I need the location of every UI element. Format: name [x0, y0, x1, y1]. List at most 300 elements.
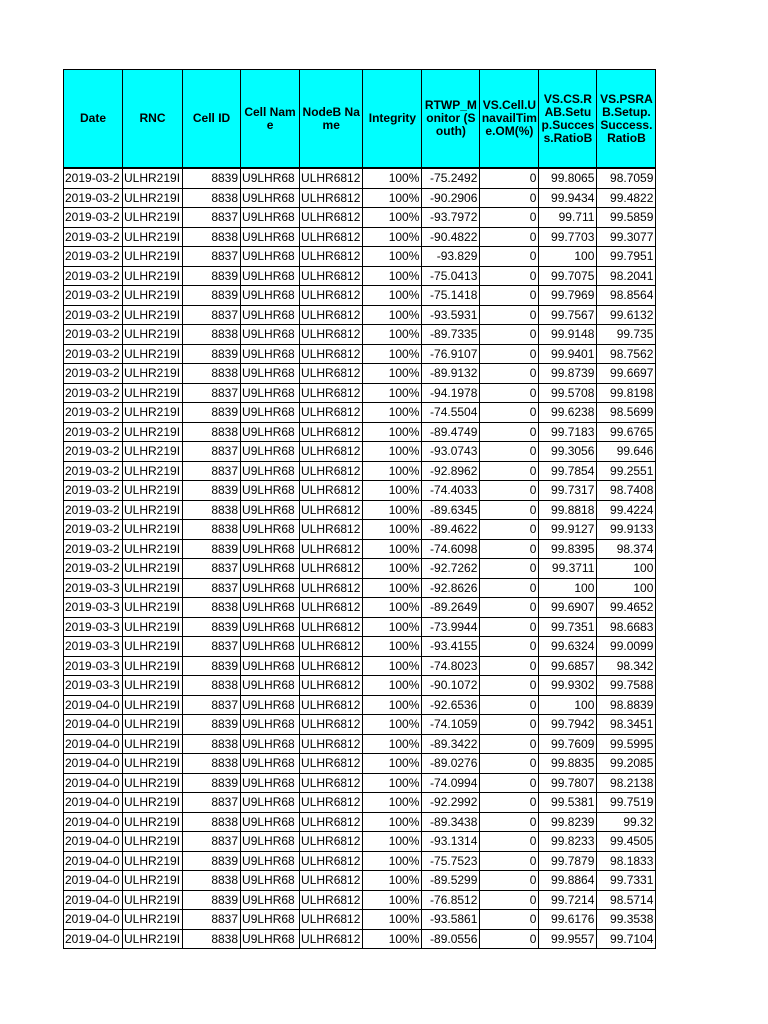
cell-cs-rab-setup: 99.6324 [539, 637, 597, 657]
cell-nodeb-name: ULHR6812 [300, 598, 363, 618]
table-row [64, 929, 656, 949]
cell-integrity: 100% [363, 247, 422, 267]
cell-cell-unavail-time: 0 [480, 422, 539, 442]
table-row [64, 364, 656, 384]
cell-cell-unavail-time: 0 [480, 598, 539, 618]
cell-rnc: ULHR219I [123, 617, 183, 637]
cell-nodeb-name: ULHR6812 [300, 851, 363, 871]
cell-psrab-setup: 99.5859 [597, 208, 656, 228]
cell-cs-rab-setup: 99.9302 [539, 676, 597, 696]
cell-rtwp-monitor: -90.1072 [422, 676, 480, 696]
cell-cell-name: U9LHR68 [241, 344, 300, 364]
table-row [64, 325, 656, 345]
table-row [64, 520, 656, 540]
cell-integrity: 100% [363, 168, 422, 188]
cell-cs-rab-setup: 99.7075 [539, 266, 597, 286]
cell-date: 2019-04-0 [64, 910, 123, 930]
cell-cell-name: U9LHR68 [241, 461, 300, 481]
cell-cell-id: 8839 [183, 851, 241, 871]
cell-rnc: ULHR219I [123, 793, 183, 813]
cell-cell-name: U9LHR68 [241, 364, 300, 384]
cell-rtwp-monitor: -73.9944 [422, 617, 480, 637]
cell-cell-name: U9LHR68 [241, 871, 300, 891]
cell-cell-id: 8839 [183, 773, 241, 793]
cell-integrity: 100% [363, 208, 422, 228]
cell-date: 2019-04-0 [64, 695, 123, 715]
cell-rnc: ULHR219I [123, 871, 183, 891]
cell-integrity: 100% [363, 793, 422, 813]
cell-cs-rab-setup: 100 [539, 247, 597, 267]
cell-cell-id: 8837 [183, 559, 241, 579]
cell-rtwp-monitor: -93.829 [422, 247, 480, 267]
cell-date: 2019-04-0 [64, 871, 123, 891]
col-header-cell-id: Cell ID [183, 70, 241, 169]
cell-psrab-setup: 99.2085 [597, 754, 656, 774]
table-row [64, 208, 656, 228]
table-row [64, 617, 656, 637]
cell-cell-name: U9LHR68 [241, 325, 300, 345]
cell-cell-unavail-time: 0 [480, 656, 539, 676]
cell-rnc: ULHR219I [123, 286, 183, 306]
cell-rnc: ULHR219I [123, 715, 183, 735]
cell-date: 2019-03-2 [64, 364, 123, 384]
cell-nodeb-name: ULHR6812 [300, 403, 363, 423]
cell-date: 2019-03-3 [64, 637, 123, 657]
cell-psrab-setup: 99.4822 [597, 188, 656, 208]
cell-cs-rab-setup: 99.8835 [539, 754, 597, 774]
cell-cell-id: 8838 [183, 325, 241, 345]
cell-rnc: ULHR219I [123, 676, 183, 696]
cell-psrab-setup: 98.5714 [597, 890, 656, 910]
cell-nodeb-name: ULHR6812 [300, 832, 363, 852]
cell-cell-name: U9LHR68 [241, 754, 300, 774]
cell-cell-name: U9LHR68 [241, 890, 300, 910]
cell-rnc: ULHR219I [123, 695, 183, 715]
cell-rtwp-monitor: -74.4033 [422, 481, 480, 501]
cell-integrity: 100% [363, 383, 422, 403]
cell-integrity: 100% [363, 617, 422, 637]
cell-psrab-setup: 99.4652 [597, 598, 656, 618]
cell-date: 2019-03-2 [64, 227, 123, 247]
cell-cell-unavail-time: 0 [480, 793, 539, 813]
cell-nodeb-name: ULHR6812 [300, 208, 363, 228]
cell-nodeb-name: ULHR6812 [300, 871, 363, 891]
cell-date: 2019-04-0 [64, 734, 123, 754]
cell-cs-rab-setup: 99.5381 [539, 793, 597, 813]
table-row [64, 403, 656, 423]
cell-cell-unavail-time: 0 [480, 344, 539, 364]
table-row [64, 871, 656, 891]
cell-date: 2019-04-0 [64, 812, 123, 832]
cell-integrity: 100% [363, 871, 422, 891]
cell-rtwp-monitor: -75.0413 [422, 266, 480, 286]
table-row [64, 461, 656, 481]
cell-cell-name: U9LHR68 [241, 676, 300, 696]
cell-cell-id: 8837 [183, 247, 241, 267]
cell-rtwp-monitor: -89.6345 [422, 500, 480, 520]
cell-cell-name: U9LHR68 [241, 929, 300, 949]
table-row [64, 266, 656, 286]
cell-cell-id: 8838 [183, 422, 241, 442]
table-row [64, 305, 656, 325]
cell-nodeb-name: ULHR6812 [300, 247, 363, 267]
cell-cell-id: 8839 [183, 656, 241, 676]
cell-nodeb-name: ULHR6812 [300, 754, 363, 774]
cell-cs-rab-setup: 99.711 [539, 208, 597, 228]
cell-date: 2019-03-3 [64, 578, 123, 598]
cell-cell-unavail-time: 0 [480, 539, 539, 559]
cell-psrab-setup: 100 [597, 578, 656, 598]
cell-date: 2019-04-0 [64, 851, 123, 871]
cell-rnc: ULHR219I [123, 890, 183, 910]
cell-rtwp-monitor: -89.7335 [422, 325, 480, 345]
cell-integrity: 100% [363, 773, 422, 793]
cell-nodeb-name: ULHR6812 [300, 325, 363, 345]
cell-psrab-setup: 99.9133 [597, 520, 656, 540]
table-row [64, 539, 656, 559]
cell-cell-unavail-time: 0 [480, 442, 539, 462]
cell-nodeb-name: ULHR6812 [300, 890, 363, 910]
cell-integrity: 100% [363, 656, 422, 676]
cell-cs-rab-setup: 99.5708 [539, 383, 597, 403]
cell-date: 2019-03-2 [64, 461, 123, 481]
cell-psrab-setup: 99.646 [597, 442, 656, 462]
cell-nodeb-name: ULHR6812 [300, 500, 363, 520]
table-row [64, 656, 656, 676]
cell-psrab-setup: 98.5699 [597, 403, 656, 423]
cell-cell-name: U9LHR68 [241, 910, 300, 930]
cell-rtwp-monitor: -93.1314 [422, 832, 480, 852]
cell-integrity: 100% [363, 910, 422, 930]
cell-rtwp-monitor: -89.3422 [422, 734, 480, 754]
cell-rtwp-monitor: -89.5299 [422, 871, 480, 891]
cell-cell-unavail-time: 0 [480, 637, 539, 657]
cell-cs-rab-setup: 99.6176 [539, 910, 597, 930]
cell-cs-rab-setup: 99.3056 [539, 442, 597, 462]
cell-rtwp-monitor: -75.1418 [422, 286, 480, 306]
cell-cs-rab-setup: 100 [539, 695, 597, 715]
cell-cell-name: U9LHR68 [241, 734, 300, 754]
cell-psrab-setup: 99.735 [597, 325, 656, 345]
table-row [64, 286, 656, 306]
cell-date: 2019-04-0 [64, 715, 123, 735]
table-row [64, 442, 656, 462]
cell-integrity: 100% [363, 676, 422, 696]
cell-psrab-setup: 99.3538 [597, 910, 656, 930]
table-row [64, 383, 656, 403]
cell-cs-rab-setup: 99.9148 [539, 325, 597, 345]
cell-rnc: ULHR219I [123, 812, 183, 832]
cell-cs-rab-setup: 99.8239 [539, 812, 597, 832]
cell-cell-unavail-time: 0 [480, 617, 539, 637]
cell-psrab-setup: 98.8839 [597, 695, 656, 715]
cell-cell-id: 8838 [183, 734, 241, 754]
cell-cell-id: 8839 [183, 344, 241, 364]
cell-nodeb-name: ULHR6812 [300, 188, 363, 208]
cell-cell-name: U9LHR68 [241, 539, 300, 559]
table-row [64, 695, 656, 715]
cell-date: 2019-03-3 [64, 656, 123, 676]
cell-cs-rab-setup: 99.7183 [539, 422, 597, 442]
cell-integrity: 100% [363, 539, 422, 559]
cell-date: 2019-03-2 [64, 266, 123, 286]
cell-cell-name: U9LHR68 [241, 695, 300, 715]
table-row [64, 812, 656, 832]
cell-nodeb-name: ULHR6812 [300, 383, 363, 403]
cell-cell-name: U9LHR68 [241, 286, 300, 306]
cell-date: 2019-03-2 [64, 500, 123, 520]
cell-cell-id: 8838 [183, 676, 241, 696]
cell-cs-rab-setup: 99.8739 [539, 364, 597, 384]
cell-psrab-setup: 98.2041 [597, 266, 656, 286]
cell-rnc: ULHR219I [123, 578, 183, 598]
cell-integrity: 100% [363, 695, 422, 715]
cell-rtwp-monitor: -92.8626 [422, 578, 480, 598]
table-row [64, 227, 656, 247]
cell-rnc: ULHR219I [123, 500, 183, 520]
cell-rnc: ULHR219I [123, 344, 183, 364]
cell-psrab-setup: 98.374 [597, 539, 656, 559]
cell-rtwp-monitor: -89.3438 [422, 812, 480, 832]
cell-integrity: 100% [363, 305, 422, 325]
cell-rtwp-monitor: -75.7523 [422, 851, 480, 871]
cell-rtwp-monitor: -89.2649 [422, 598, 480, 618]
table-row [64, 773, 656, 793]
cell-integrity: 100% [363, 929, 422, 949]
cell-integrity: 100% [363, 812, 422, 832]
cell-psrab-setup: 99.4224 [597, 500, 656, 520]
table-row [64, 188, 656, 208]
cell-date: 2019-03-2 [64, 208, 123, 228]
cell-rtwp-monitor: -93.0743 [422, 442, 480, 462]
cell-nodeb-name: ULHR6812 [300, 793, 363, 813]
cell-cell-name: U9LHR68 [241, 168, 300, 188]
cell-cs-rab-setup: 99.7317 [539, 481, 597, 501]
cell-psrab-setup: 99.6765 [597, 422, 656, 442]
cell-cs-rab-setup: 99.9434 [539, 188, 597, 208]
cell-psrab-setup: 99.7331 [597, 871, 656, 891]
cell-rtwp-monitor: -93.5861 [422, 910, 480, 930]
cell-integrity: 100% [363, 637, 422, 657]
cell-psrab-setup: 98.342 [597, 656, 656, 676]
cell-nodeb-name: ULHR6812 [300, 656, 363, 676]
cell-rtwp-monitor: -93.7972 [422, 208, 480, 228]
cell-rnc: ULHR219I [123, 227, 183, 247]
cell-cell-id: 8837 [183, 383, 241, 403]
cell-integrity: 100% [363, 286, 422, 306]
cell-psrab-setup: 99.4505 [597, 832, 656, 852]
cell-cell-unavail-time: 0 [480, 364, 539, 384]
cell-cell-id: 8837 [183, 442, 241, 462]
header-row [64, 70, 656, 169]
cell-nodeb-name: ULHR6812 [300, 715, 363, 735]
cell-cell-id: 8838 [183, 598, 241, 618]
cell-integrity: 100% [363, 227, 422, 247]
table-row [64, 793, 656, 813]
cell-rnc: ULHR219I [123, 598, 183, 618]
cell-cs-rab-setup: 99.7703 [539, 227, 597, 247]
cell-psrab-setup: 98.7562 [597, 344, 656, 364]
cell-cs-rab-setup: 99.8818 [539, 500, 597, 520]
cell-rnc: ULHR219I [123, 325, 183, 345]
cell-psrab-setup: 99.2551 [597, 461, 656, 481]
cell-cell-unavail-time: 0 [480, 305, 539, 325]
cell-cell-unavail-time: 0 [480, 851, 539, 871]
cell-integrity: 100% [363, 754, 422, 774]
table-row [64, 598, 656, 618]
cell-integrity: 100% [363, 442, 422, 462]
cell-date: 2019-03-2 [64, 403, 123, 423]
cell-integrity: 100% [363, 890, 422, 910]
cell-rnc: ULHR219I [123, 910, 183, 930]
cell-cell-unavail-time: 0 [480, 832, 539, 852]
cell-nodeb-name: ULHR6812 [300, 422, 363, 442]
cell-psrab-setup: 99.5995 [597, 734, 656, 754]
cell-cell-id: 8839 [183, 715, 241, 735]
cell-date: 2019-03-2 [64, 442, 123, 462]
col-header-cell-unavail-time: VS.Cell.UnavailTime.OM(%) [480, 70, 539, 169]
cell-rnc: ULHR219I [123, 929, 183, 949]
cell-cell-name: U9LHR68 [241, 403, 300, 423]
cell-cell-unavail-time: 0 [480, 383, 539, 403]
cell-rtwp-monitor: -92.8962 [422, 461, 480, 481]
cell-rnc: ULHR219I [123, 208, 183, 228]
cell-cell-id: 8838 [183, 500, 241, 520]
cell-cell-unavail-time: 0 [480, 266, 539, 286]
cell-cell-name: U9LHR68 [241, 422, 300, 442]
cell-cell-unavail-time: 0 [480, 461, 539, 481]
cell-rtwp-monitor: -90.4822 [422, 227, 480, 247]
cell-rnc: ULHR219I [123, 442, 183, 462]
cell-cell-id: 8837 [183, 578, 241, 598]
cell-cell-id: 8837 [183, 208, 241, 228]
cell-nodeb-name: ULHR6812 [300, 559, 363, 579]
cell-psrab-setup: 99.7519 [597, 793, 656, 813]
cell-cell-id: 8838 [183, 188, 241, 208]
cell-rtwp-monitor: -89.4622 [422, 520, 480, 540]
cell-cell-unavail-time: 0 [480, 481, 539, 501]
cell-psrab-setup: 100 [597, 559, 656, 579]
cell-nodeb-name: ULHR6812 [300, 617, 363, 637]
table-row [64, 832, 656, 852]
cell-cell-id: 8838 [183, 227, 241, 247]
cell-cell-unavail-time: 0 [480, 578, 539, 598]
cell-rtwp-monitor: -76.9107 [422, 344, 480, 364]
cell-cell-id: 8838 [183, 754, 241, 774]
cell-rnc: ULHR219I [123, 168, 183, 188]
cell-cell-unavail-time: 0 [480, 168, 539, 188]
cell-rtwp-monitor: -89.4749 [422, 422, 480, 442]
cell-cell-unavail-time: 0 [480, 773, 539, 793]
cell-date: 2019-04-0 [64, 832, 123, 852]
cell-cell-name: U9LHR68 [241, 793, 300, 813]
cell-date: 2019-03-2 [64, 559, 123, 579]
cell-psrab-setup: 99.7588 [597, 676, 656, 696]
cell-cell-name: U9LHR68 [241, 578, 300, 598]
cell-cell-unavail-time: 0 [480, 695, 539, 715]
cell-integrity: 100% [363, 500, 422, 520]
cell-cell-unavail-time: 0 [480, 754, 539, 774]
cell-rnc: ULHR219I [123, 520, 183, 540]
cell-psrab-setup: 98.8564 [597, 286, 656, 306]
cell-rnc: ULHR219I [123, 266, 183, 286]
cell-cell-name: U9LHR68 [241, 715, 300, 735]
col-header-rtwp-monitor: RTWP_Monitor (South) [422, 70, 480, 169]
cell-cell-name: U9LHR68 [241, 598, 300, 618]
table-row [64, 500, 656, 520]
cell-cs-rab-setup: 99.6238 [539, 403, 597, 423]
cell-cell-name: U9LHR68 [241, 832, 300, 852]
cell-rtwp-monitor: -89.9132 [422, 364, 480, 384]
cell-cell-unavail-time: 0 [480, 734, 539, 754]
cell-integrity: 100% [363, 559, 422, 579]
table-row [64, 637, 656, 657]
cell-cell-unavail-time: 0 [480, 500, 539, 520]
cell-cs-rab-setup: 99.6857 [539, 656, 597, 676]
col-header-nodeb-name: NodeB Name [300, 70, 363, 169]
cell-psrab-setup: 98.2138 [597, 773, 656, 793]
table-row [64, 422, 656, 442]
cell-cell-unavail-time: 0 [480, 286, 539, 306]
cell-rtwp-monitor: -89.0556 [422, 929, 480, 949]
cell-rnc: ULHR219I [123, 383, 183, 403]
cell-cs-rab-setup: 99.9127 [539, 520, 597, 540]
cell-cell-id: 8839 [183, 286, 241, 306]
cell-cell-name: U9LHR68 [241, 617, 300, 637]
cell-integrity: 100% [363, 461, 422, 481]
cell-cell-name: U9LHR68 [241, 208, 300, 228]
cell-cell-unavail-time: 0 [480, 890, 539, 910]
cell-cell-id: 8837 [183, 637, 241, 657]
cell-rnc: ULHR219I [123, 637, 183, 657]
cell-nodeb-name: ULHR6812 [300, 461, 363, 481]
cell-integrity: 100% [363, 734, 422, 754]
table-row [64, 168, 656, 188]
table-row [64, 676, 656, 696]
cell-rtwp-monitor: -93.4155 [422, 637, 480, 657]
cell-integrity: 100% [363, 344, 422, 364]
cell-cell-id: 8837 [183, 793, 241, 813]
cell-nodeb-name: ULHR6812 [300, 364, 363, 384]
cell-cell-unavail-time: 0 [480, 871, 539, 891]
cell-cell-unavail-time: 0 [480, 208, 539, 228]
cell-date: 2019-03-2 [64, 286, 123, 306]
table-row [64, 715, 656, 735]
cell-cell-name: U9LHR68 [241, 637, 300, 657]
cell-cs-rab-setup: 99.7879 [539, 851, 597, 871]
col-header-integrity: Integrity [363, 70, 422, 169]
cell-cs-rab-setup: 99.7214 [539, 890, 597, 910]
cell-cell-id: 8838 [183, 871, 241, 891]
cell-date: 2019-03-2 [64, 520, 123, 540]
cell-date: 2019-03-2 [64, 305, 123, 325]
cell-cell-name: U9LHR68 [241, 383, 300, 403]
cell-nodeb-name: ULHR6812 [300, 442, 363, 462]
cell-cell-id: 8839 [183, 266, 241, 286]
table-row [64, 559, 656, 579]
cell-psrab-setup: 98.3451 [597, 715, 656, 735]
cell-rtwp-monitor: -90.2906 [422, 188, 480, 208]
cell-cell-unavail-time: 0 [480, 227, 539, 247]
cell-cs-rab-setup: 99.7351 [539, 617, 597, 637]
cell-cell-id: 8839 [183, 403, 241, 423]
cell-rtwp-monitor: -76.8512 [422, 890, 480, 910]
cell-cell-name: U9LHR68 [241, 812, 300, 832]
cell-integrity: 100% [363, 715, 422, 735]
cell-cell-id: 8838 [183, 520, 241, 540]
cell-cell-unavail-time: 0 [480, 325, 539, 345]
cell-cell-name: U9LHR68 [241, 520, 300, 540]
